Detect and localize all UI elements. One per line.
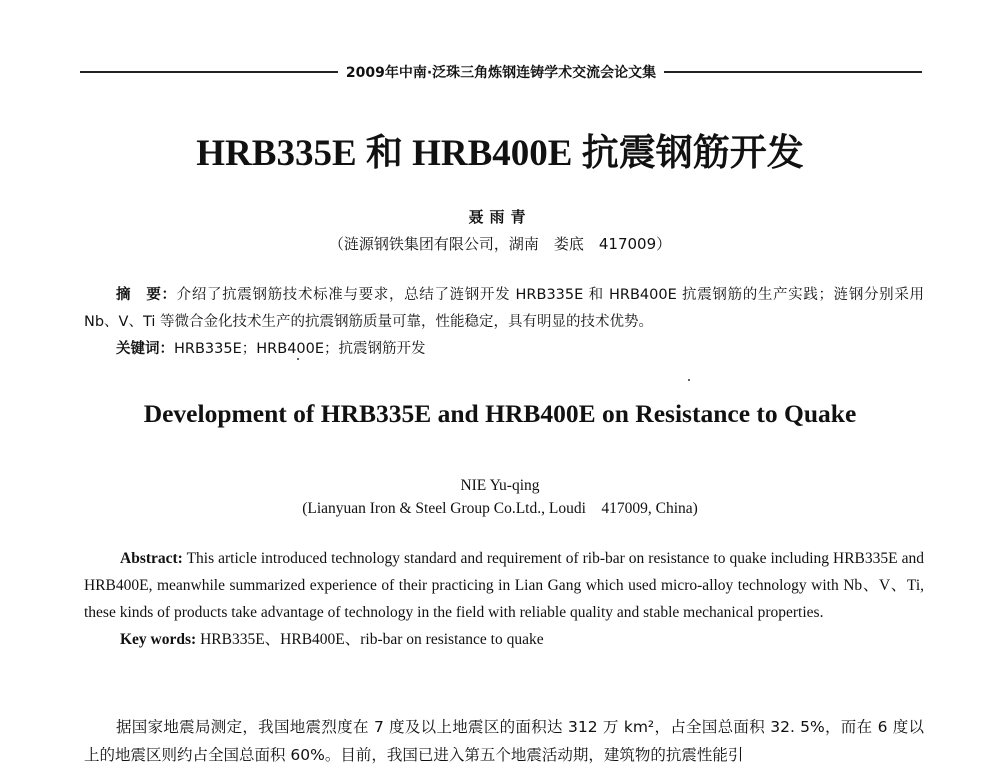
- abstract-en-text: This article introduced technology standard and requirement of rib-bar on resistance to quake including HRB335E and HRB400E, meanwhile summarized experience of their practicing in Lian Gang which used micro-alloy technology with Nb、V、Ti, these kinds of products take advantage of technology in the field with reliable quality and stable mechanical properties.: [84, 550, 924, 621]
- keywords-en-text: HRB335E、HRB400E、rib-bar on resistance to quake: [200, 631, 544, 648]
- keywords-en-label: Key words:: [120, 631, 197, 648]
- keywords-en: [84, 626, 924, 653]
- running-header: [80, 62, 922, 82]
- abstract-cn: [84, 282, 924, 336]
- abstract-en-block: [84, 545, 924, 653]
- abstract-en-label: Abstract:: [120, 550, 183, 567]
- paper-title-en: Development of HRB335E and HRB400E on Resistance to Quake: [143, 399, 857, 428]
- keywords-cn-label: 关键词：: [116, 341, 174, 357]
- keywords-cn-text: HRB335E；HRB400E；抗震钢筋开发: [174, 341, 426, 357]
- affiliation-cn: （涟源钢铁集团有限公司，湖南 娄底 417009）: [328, 235, 672, 253]
- speck-mark: [297, 358, 299, 360]
- author-name-en: NIE Yu-qing: [460, 477, 540, 494]
- abstract-en: [84, 545, 924, 626]
- header-rule-left: [80, 71, 338, 73]
- paper-title-cn: HRB335E 和 HRB400E 抗震钢筋开发: [196, 133, 804, 174]
- abstract-cn-label: 摘 要：: [116, 287, 177, 303]
- speck-mark: [688, 379, 690, 381]
- affiliation-en: (Lianyuan Iron & Steel Group Co.Ltd., Loudi 417009, China): [302, 500, 698, 517]
- keywords-cn: [84, 336, 924, 363]
- body-text: [84, 713, 924, 769]
- author-name-cn: 聂雨青: [468, 208, 532, 226]
- abstract-cn-block: [84, 282, 924, 363]
- abstract-cn-text: 介绍了抗震钢筋技术标准与要求，总结了涟钢开发 HRB335E 和 HRB400E 抗震钢筋的生产实践；涟钢分别采用 Nb、V、Ti 等微合金化技术生产的抗震钢筋质量可靠，性能稳定，具有明显的技术优势。: [84, 287, 924, 330]
- header-rule-right: [664, 71, 922, 73]
- proceedings-title: 2009年中南·泛珠三角炼钢连铸学术交流会论文集: [345, 65, 657, 81]
- body-paragraph: 据国家地震局测定，我国地震烈度在 7 度及以上地震区的面积达 312 万 km²，占全国总面积 32. 5%，而在 6 度以上的地震区则约占全国总面积 60%。目前，我国已进入第五个地震活动期，建筑物的抗震性能引: [84, 718, 924, 764]
